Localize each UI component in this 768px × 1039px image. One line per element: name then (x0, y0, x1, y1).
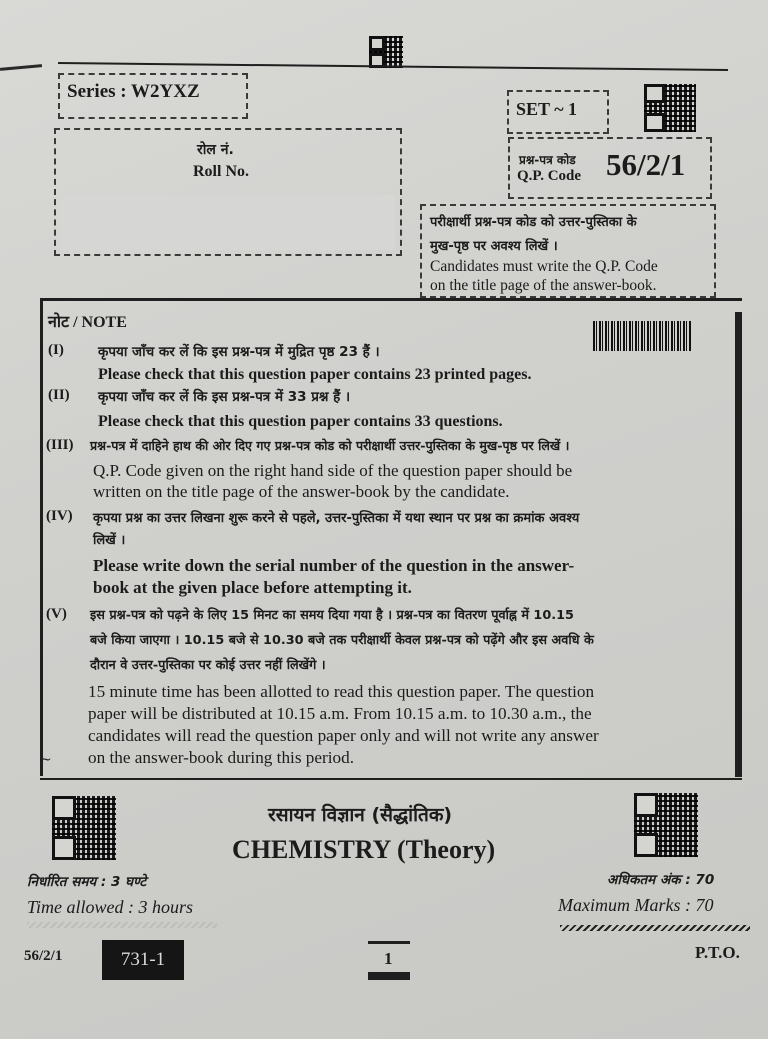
roll-no-input-area (60, 195, 395, 250)
page-number: 1 (384, 949, 393, 968)
wavy-divider-right (560, 925, 750, 931)
note-item-english: book at the given place before attempting it. (93, 578, 412, 597)
instruction-hindi-1: परीक्षार्थी प्रश्न-पत्र कोड को उत्तर-पुस्तिका के (430, 215, 637, 230)
footer-code: 56/2/1 (24, 948, 63, 964)
footer-code-badge: 731-1 (102, 940, 184, 980)
note-item-number: (II) (48, 387, 70, 403)
instruction-english-2: on the title page of the answer-book. (430, 277, 657, 294)
note-item-english: 15 minute time has been allotted to read this question paper. The question (88, 682, 595, 701)
max-marks-hindi: अधिकतम अंक : 70 (607, 872, 715, 888)
left-qr-code-icon (52, 796, 116, 860)
note-item-english: paper will be distributed at 10.15 a.m. From 10.15 a.m. to 10.30 a.m., the (88, 704, 592, 723)
top-qr-code-icon (369, 36, 403, 68)
note-item-english: Please check that this question paper contains 33 questions. (98, 413, 503, 430)
time-allowed-english: Time allowed : 3 hours (27, 897, 194, 917)
roll-no-english: Roll No. (193, 163, 249, 180)
right-qr-code-icon (634, 793, 698, 857)
note-item-english: Q.P. Code given on the right hand side of the question paper should be (93, 461, 573, 480)
note-item-hindi: कृपया जाँच कर लें कि इस प्रश्न-पत्र में 33 प्रश्न हैं । (98, 389, 351, 405)
max-marks-english: Maximum Marks : 70 (558, 895, 714, 915)
note-item-hindi: दौरान वे उत्तर-पुस्तिका पर कोई उत्तर नहीं लिखेंगे । (90, 658, 326, 673)
note-item-hindi: कृपया प्रश्न का उत्तर लिखना शुरू करने से पहले, उत्तर-पुस्तिका में यथा स्थान पर प्रश्न का क्रमांक अवश्य (93, 511, 580, 526)
instruction-english-1: Candidates must write the Q.P. Code (430, 258, 658, 275)
set-label: SET ~ 1 (516, 99, 578, 119)
barcode-icon (593, 321, 691, 351)
page-number-bottom-bar (368, 972, 410, 980)
note-top-rule (40, 298, 742, 301)
note-item-number: (III) (46, 437, 74, 453)
roll-no-hindi: रोल नं. (197, 142, 234, 158)
note-bottom-rule (40, 778, 742, 780)
note-item-hindi: प्रश्न-पत्र में दाहिने हाथ की ओर दिए गए प्रश्न-पत्र कोड को परीक्षार्थी उत्तर-पुस्तिका के मुख-पृष्ठ पर लिखें । (90, 438, 570, 453)
page-edge-line (0, 64, 42, 71)
series-label: Series : W2YXZ (67, 81, 200, 102)
note-item-hindi: बजे किया जाएगा । 10.15 बजे से 10.30 बजे तक परीक्षार्थी केवल प्रश्न-पत्र को पढ़ेंगे और इस अवधि के (90, 633, 594, 648)
note-item-english: written on the title page of the answer-book by the candidate. (93, 482, 510, 501)
note-right-border (735, 312, 742, 777)
subject-title-hindi: रसायन विज्ञान (सैद्धांतिक) (268, 804, 453, 826)
note-item-english: on the answer-book during this period. (88, 748, 355, 767)
pto-label: P.T.O. (695, 943, 740, 962)
note-item-number: (V) (46, 606, 67, 622)
note-left-border (40, 298, 43, 776)
note-item-hindi: लिखें । (93, 533, 126, 548)
note-item-hindi: इस प्रश्न-पत्र को पढ़ने के लिए 15 मिनट का समय दिया गया है । प्रश्न-पत्र का वितरण पूर्वाह्न में 10.15 (90, 608, 574, 623)
note-title: नोट / NOTE (48, 314, 127, 331)
qp-code-hindi: प्रश्न-पत्र कोड (519, 153, 576, 167)
subject-title-english: CHEMISTRY (Theory) (232, 835, 496, 864)
instruction-hindi-2: मुख-पृष्ठ पर अवश्य लिखें । (430, 239, 558, 254)
tilde-mark: ~ (40, 752, 52, 768)
page-number-top-bar (368, 941, 410, 944)
time-allowed-hindi: निर्धारित समय : 3 घण्टे (27, 874, 147, 890)
note-item-english: candidates will read the question paper only and will not write any answer (88, 726, 599, 745)
note-item-number: (IV) (46, 508, 73, 524)
qp-code-value: 56/2/1 (606, 147, 686, 182)
datamatrix-icon (644, 84, 696, 132)
note-item-english: Please write down the serial number of the question in the answer- (93, 556, 575, 575)
note-item-english: Please check that this question paper contains 23 printed pages. (98, 366, 532, 383)
note-item-hindi: कृपया जाँच कर लें कि इस प्रश्न-पत्र में मुद्रित पृष्ठ 23 हैं । (98, 344, 380, 360)
qp-code-english: Q.P. Code (517, 168, 582, 184)
note-item-number: (I) (48, 342, 64, 358)
wavy-divider-left (27, 922, 217, 928)
